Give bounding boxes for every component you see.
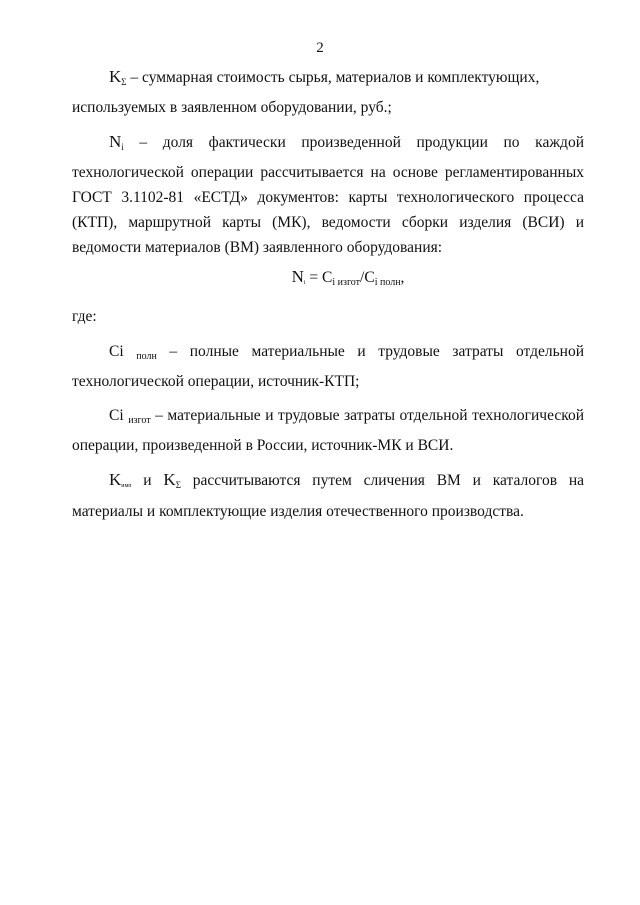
- page-number: 2: [316, 40, 324, 56]
- where-label: где:: [72, 308, 97, 325]
- k-sigma-text-line1: – суммарная стоимость сырья, материалов и комплектующих,: [126, 69, 540, 86]
- formula-lhs: N: [291, 267, 304, 286]
- ci-poln-symbol: Ci: [109, 343, 124, 360]
- formula-slash-c: /C: [360, 269, 375, 286]
- k-sigma-subscript: Σ: [121, 77, 127, 87]
- k-imp-subscript: имп: [121, 483, 132, 489]
- k-sigma-text-line2: используемых в заявленном оборудовании, руб.;: [72, 99, 392, 116]
- k-sigma-subscript-2: Σ: [175, 480, 181, 490]
- ci-izgot-text: – материальные и трудовые затраты отдельной технологической операции, произведенной в России, источник-МК и ВСИ.: [72, 407, 585, 454]
- ci-izgot-symbol: Ci: [109, 407, 124, 424]
- paragraph-ci-poln-definition: [72, 339, 584, 394]
- paragraph-ci-izgot-definition: [72, 403, 584, 458]
- formula-lhs-subscript: i: [303, 280, 306, 286]
- n-subscript: i: [121, 142, 124, 152]
- formula-c-subscript-2: i полн: [374, 277, 401, 288]
- n-definition-text: – доля фактически произведенной продукции по каждой технологической операции рассчитывается на основе регламентированных ГОСТ 3.1102-81 «ЕСТД» документов: карты технологического процесса (КТП), маршрутной карты (МК), ведомости сборки изделия (ВСИ) и ведомости материалов (ВМ) заявленного оборудования:: [72, 134, 584, 256]
- paragraph-k-imp-definition: [72, 467, 584, 524]
- k-imp-text: рассчитываются путем сличения ВМ и каталогов на материалы и комплектующие изделия отечественного производства.: [72, 472, 584, 520]
- formula-c-subscript-1: i изгот: [332, 277, 361, 288]
- formula-n-ratio: [72, 264, 584, 296]
- n-symbol: N: [109, 132, 122, 151]
- k-sigma-symbol: K: [109, 67, 122, 86]
- k-sigma-symbol-2: K: [163, 470, 176, 489]
- formula-tail: ,: [400, 269, 405, 286]
- ci-poln-text: – полные материальные и трудовые затраты отдельной технологической операции, источник-КТП;: [72, 343, 584, 390]
- k-imp-conjunction: и: [131, 472, 164, 489]
- k-imp-symbol: K: [109, 470, 122, 489]
- ci-poln-subscript: полн: [136, 351, 157, 362]
- formula-equals-c: = C: [305, 269, 333, 286]
- ci-izgot-subscript: изгот: [128, 415, 151, 426]
- document-body: [72, 64, 584, 524]
- paragraph-n-definition: [72, 129, 584, 260]
- paragraph-k-sigma-definition: [72, 64, 584, 120]
